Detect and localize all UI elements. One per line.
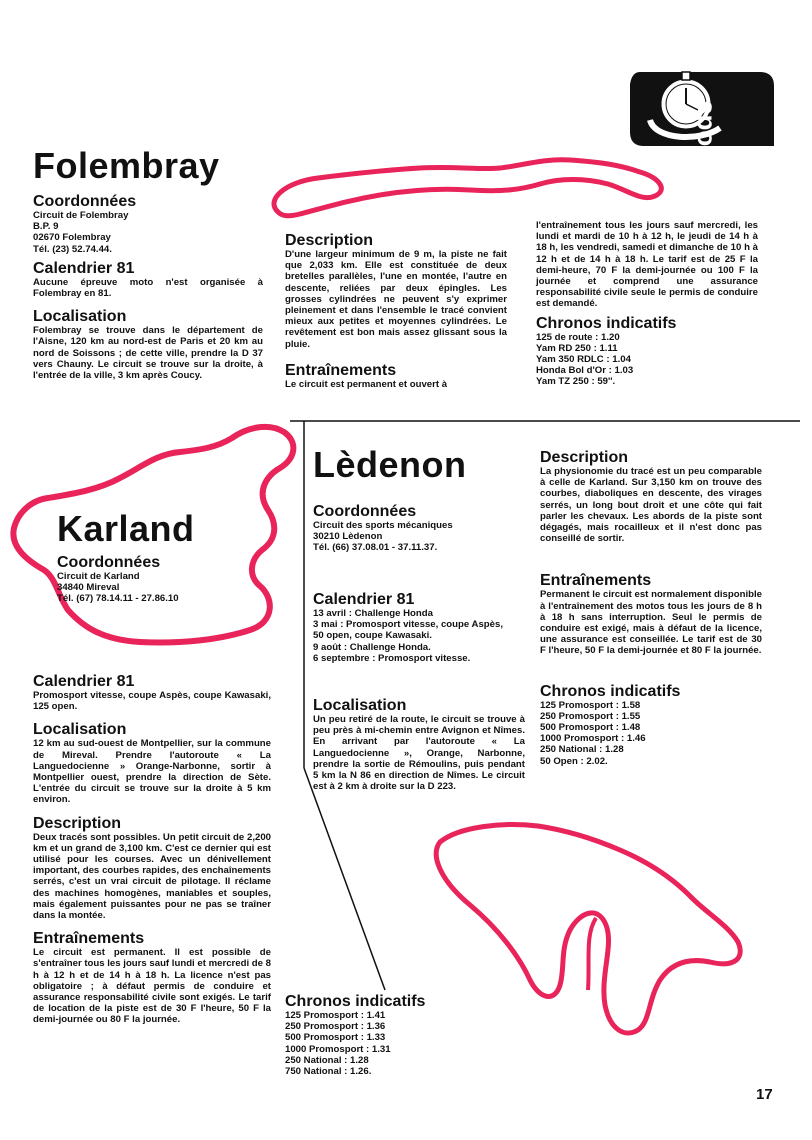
folembray-calendar-heading: Calendrier 81 — [33, 259, 135, 277]
folembray-desc-text: D'une largeur minimum de 9 m, la piste ne fait que 2,033 km. Elle est constituée de deux bretelles parallèles, l'une en montée, l'autre en descente, reliées par deux épingles. Les grosses cylindrées ne peuvent s'y exprimer pleinement et dans l'ensemble le tracé convient mieux aux petites et moyennes cylindrées. Le revêtement est bon mais assez glissant sous la pluie. — [285, 249, 507, 350]
folembray-coord-heading: Coordonnées — [33, 193, 137, 210]
ledenon-title: Lèdenon — [313, 444, 467, 485]
folembray-coord — [33, 210, 263, 255]
calendar-line: 50 open, coupe Kawasaki. — [313, 630, 432, 642]
coord-line: Tél. (23) 52.74.44. — [33, 243, 112, 255]
calendar-line: 9 août : Challenge Honda. — [313, 641, 431, 653]
karland-train-heading: Entraînements — [33, 930, 145, 948]
ledenon-loc-text: Un peu retiré de la route, le circuit se trouve à peu près à mi-chemin entre Avignon et Nîmes. En arrivant par l'autoroute « La Languedocienne », Orange, Narbonne, prendre la sortie de Rémoulins, puis pendant 5 km la N 86 en direction de Nîmes. Le circuit est à 2 km à droite sur la D 223. — [313, 714, 525, 793]
folembray-train-text-a: Le circuit est permanent et ouvert à — [285, 378, 448, 390]
chrono-line: Yam RD 250 : 1.11 — [536, 342, 618, 354]
coord-line: 30210 Lèdenon — [313, 531, 383, 543]
calendar-line: 3 mai : Promosport vitesse, coupe Aspès, — [313, 619, 503, 631]
karland-coord — [57, 571, 257, 605]
ledenon-chronos-heading: Chronos indicatifs — [540, 682, 681, 700]
ledenon-coord-heading: Coordonnées — [313, 503, 417, 520]
chrono-line: 250 Promosport : 1.36 — [285, 1021, 386, 1033]
coord-line: B.P. 9 — [33, 221, 59, 233]
karland-chronos-heading: Chronos indicatifs — [285, 993, 426, 1010]
chrono-line: 50 Open : 2.02. — [540, 755, 608, 767]
coord-line: Tél. (67) 78.14.11 - 27.86.10 — [57, 593, 179, 605]
ledenon-train-text: Permanent le circuit est normalement disponible à l'entraînement des motos tous les jours de 8 h à 18 h sans interruption. Seul le permis de conduire est exigé, mais à défaut de la licence, une assurance est conseillée. Le tarif est de 30 F l'heure, 50 F la demi-journée et 80 F la journée. — [540, 589, 762, 657]
folembray-chronos — [536, 332, 758, 388]
chrono-line: 125 de route : 1.20 — [536, 331, 620, 343]
folembray-desc-heading: Description — [285, 232, 374, 249]
chrono-line: 250 National : 1.28 — [540, 744, 624, 756]
karland-coord-heading: Coordonnées — [57, 554, 161, 571]
chrono-line: Honda Bol d'Or : 1.03 — [536, 365, 634, 377]
karland-title: Karland — [57, 508, 195, 549]
coord-line: 02670 Folembray — [33, 232, 111, 244]
folembray-loc-heading: Localisation — [33, 308, 127, 326]
logo-text: sport — [692, 100, 722, 165]
chrono-line: Yam TZ 250 : 59''. — [536, 376, 616, 388]
calendar-line: 6 septembre : Promosport vitesse. — [313, 652, 471, 664]
folembray-train-heading: Entraînements — [285, 361, 397, 379]
chrono-line: 125 Promosport : 1.58 — [540, 699, 641, 711]
karland-desc-text: Deux tracés sont possibles. Un petit circuit de 2,200 km et un grand de 3,100 km. C'est ce dernier qui est utilisé pour les courses. Avec un dénivellement important, des courbes rapides, des enchaînements serrés, c'est un vrai circuit de pilotage. Il réclame des machines homogènes, maniables et souples, mais également puissantes pour ne pas se traîner dans la montée. — [33, 831, 271, 922]
ledenon-calendar — [313, 608, 525, 664]
karland-loc-heading: Localisation — [33, 721, 127, 739]
folembray-calendar-text: Aucune épreuve moto n'est organisée à Folembray en 81. — [33, 276, 263, 300]
folembray-track-map — [274, 160, 661, 216]
chrono-line: 250 Promosport : 1.55 — [540, 710, 641, 722]
karland-train-text: Le circuit est permanent. Il est possible de s'entraîner tous les jours sauf lundi et mercredi de 8 h à 12 h et de 14 h à 18 h. La licence n'est pas obligatoire ; à défaut permis de conduire et assurance responsabilité civile sont exigés. Le tarif de location de la piste est de 30 F l'heure, 50 F la demi-journée ou 80 F la journée. — [33, 947, 271, 1026]
chrono-line: 250 National : 1.28 — [285, 1054, 369, 1066]
ledenon-chronos — [540, 700, 762, 767]
chrono-line: 500 Promosport : 1.48 — [540, 722, 641, 734]
chrono-line: 500 Promosport : 1.33 — [285, 1032, 386, 1044]
page-number: 17 — [756, 1086, 773, 1103]
coord-line: Circuit des sports mécaniques — [313, 520, 453, 531]
karland-calendar-text: Promosport vitesse, coupe Aspès, coupe Kawasaki, 125 open. — [33, 690, 271, 713]
ledenon-coord — [313, 520, 523, 554]
chrono-line: 1000 Promosport : 1.31 — [285, 1043, 391, 1055]
ledenon-loc-heading: Localisation — [313, 697, 407, 715]
coord-line: Circuit de Karland — [57, 571, 140, 582]
ledenon-desc-text: La physionomie du tracé est un peu comparable à celle de Karland. Sur 3,150 km on trouve des courbes, diaboliques en descente, des virages serrés, un long bout droit et une côte qui fait parler les chevaux. Les abords de la piste sont dégagés, mais rocailleux et il n'est donc pas conseillé de sortir. — [540, 466, 762, 545]
karland-desc-heading: Description — [33, 814, 122, 832]
chrono-line: Yam 350 RDLC : 1.04 — [536, 354, 631, 366]
folembray-chronos-heading: Chronos indicatifs — [536, 314, 677, 332]
ledenon-calendar-heading: Calendrier 81 — [313, 591, 415, 608]
chrono-line: 750 National : 1.26. — [285, 1066, 372, 1078]
karland-chronos — [285, 1010, 485, 1077]
calendar-line: 13 avril : Challenge Honda — [313, 608, 433, 619]
coord-line: Tél. (66) 37.08.01 - 37.11.37. — [313, 542, 438, 554]
ledenon-train-heading: Entraînements — [540, 572, 652, 590]
chrono-line: 125 Promosport : 1.41 — [285, 1010, 386, 1021]
karland-loc-text: 12 km au sud-ouest de Montpellier, sur la commune de Mireval. Prendre l'autoroute « La Languedocienne » Orange-Narbonne, sortir à Montpellier ouest, prendre la direction de Sète. L'entrée du circuit se trouve sur la droite à 5 km environ. — [33, 738, 271, 806]
column-divider-diagonal — [304, 768, 385, 990]
coord-line: 34840 Mireval — [57, 582, 120, 594]
folembray-train-text-b: l'entraînement tous les jours sauf mercredi, les lundi et mardi de 10 h à 12 h, le jeudi de 14 h à 18 h, les vendredi, samedi et dimanche de 10 h à 12 h et de 14 h à 18 h. Le tarif est de 25 F la demi-heure, 70 F la demi-journée ou 100 F la journée et comprend une assurance responsabilité civile seule le permis de conduire est demandé. — [536, 220, 758, 310]
coord-line: Circuit de Folembray — [33, 210, 129, 221]
folembray-loc-text: Folembray se trouve dans le département de l'Aisne, 120 km au nord-est de Paris et 20 km au nord de Soissons ; de cette ville, prendre la D 37 vers Chauny. Le circuit se trouve sur la droite, à l'entrée de la ville, 3 km après Coucy. — [33, 325, 263, 382]
folembray-title: Folembray — [33, 145, 220, 186]
karland-calendar-heading: Calendrier 81 — [33, 673, 135, 690]
chrono-line: 1000 Promosport : 1.46 — [540, 733, 646, 745]
ledenon-desc-heading: Description — [540, 449, 629, 466]
